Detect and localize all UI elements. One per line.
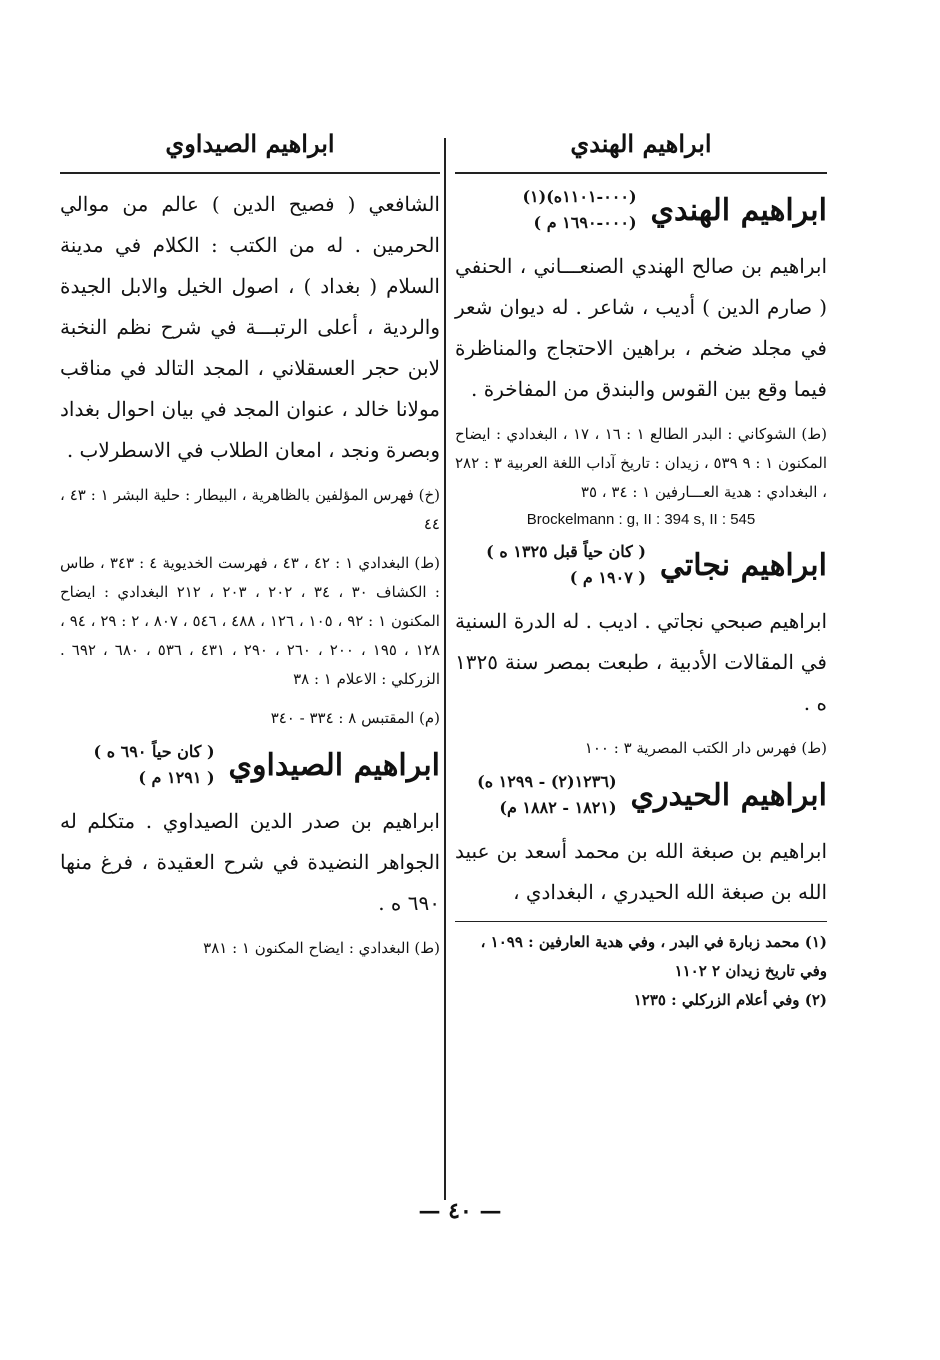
dates-gregorian: (١٨٢١ - ١٨٨٢ م) xyxy=(499,798,617,817)
entry-ibrahim-najati xyxy=(455,539,827,763)
entry-name: ابراهيم الهندي xyxy=(650,192,827,228)
entry-name: ابراهيم الصيداوي xyxy=(228,747,440,783)
dates-hijri: ( كان حياً ٦٩٠ ه ) xyxy=(93,742,215,761)
entry-name: ابراهيم الحيدري xyxy=(630,777,827,813)
periodical-sources: (م) المقتبس ٨ : ٣٣٤ - ٣٤٠ xyxy=(270,709,440,727)
entry-sources: (ط) الشوكاني : البدر الطالع ١ : ١٦ ، ١٧ ، البغدادي : ايضاح المكنون ١ : ٩ ٥٣٩ ، زيدان : تاريخ آداب اللغة العربية ٣ : ٢٨٢ ، البغدادي : هدية العـــارفين ١ : ٣٤ ، ٣٥ xyxy=(455,425,828,501)
entry-heading xyxy=(60,739,440,791)
entry-sources: (ط) فهرس دار الكتب المصرية ٣ : ١٠٠ xyxy=(584,739,827,757)
manuscript-sources: (خ) فهرس المؤلفين بالظاهرية ، البيطار : حلية البشر ١ : ٤٣ ، ٤٤ xyxy=(60,486,441,533)
header-rule xyxy=(60,172,440,174)
entry-dates xyxy=(486,539,646,591)
entry-sources: (ط) البغدادي : ايضاح المكنون ١ : ٣٨١ xyxy=(203,939,440,957)
dates-hijri: (٠٠٠-١١٠١ه)(١) xyxy=(522,187,637,206)
entry-body: ابراهيم صبحي نجاتي . اديب . له الدرة السنية في المقالات الأدبية ، طبعت بمصر سنة ١٣٢٥ ه . xyxy=(455,609,827,715)
entry-heading xyxy=(455,769,827,821)
dates-gregorian: (٠٠٠-١٦٩٠ م ) xyxy=(533,213,637,232)
entry-heading xyxy=(455,539,827,591)
footnote-rule xyxy=(455,921,827,922)
footnote-2: (٢) وفي أعلام الزركلي : ١٢٣٥ xyxy=(633,991,827,1009)
page-number: — ٤٠ — xyxy=(418,1198,502,1224)
entry-body: ابراهيم بن صبغة الله بن محمد أسعد بن عبيد الله بن صبغة الله الحيدري ، البغدادي ، xyxy=(455,839,827,904)
continued-entry-body: الشافعي ( فصيح الدين ) عالم من موالي الحرمين . له من الكتب : الكلام في مدينة السلام ( بغداد ) ، اصول الخيل والابل الجيدة والردية ، أعلى الرتبـــة في شرح نظم النخبة لابن حجر العسقلاني ، المجد التالد في مناقب مولانا خالد ، عنوان المجد في بيان احوال بغداد وبصرة ونجد ، امعان الطلاب في الاسطرلاب . xyxy=(60,192,440,462)
entry-ibrahim-al-haydari xyxy=(455,769,827,913)
entry-dates xyxy=(477,769,616,821)
dates-hijri: ( كان حياً قبل ١٣٢٥ ه ) xyxy=(486,542,646,561)
left-column-header: ابراهيم الصيداوي xyxy=(165,129,335,158)
entry-heading xyxy=(455,184,827,236)
entry-dates xyxy=(522,184,636,236)
dates-gregorian: ( ١٢٩١ م ) xyxy=(138,768,215,787)
entry-body: ابراهيم بن صدر الدين الصيداوي . متكلم له الجواهر النضيدة في شرح العقيدة ، فرغ منها ٦٩٠ ه . xyxy=(60,809,440,915)
entry-dates xyxy=(94,739,215,791)
entry-name: ابراهيم نجاتي xyxy=(659,547,827,583)
entry-ibrahim-al-hindi xyxy=(455,184,827,533)
entry-ibrahim-al-saydawi xyxy=(60,739,440,963)
header-rule xyxy=(455,172,827,174)
latin-reference: Brockelmann : g, II : 394 s, II : 545 xyxy=(526,511,756,528)
entry-body: ابراهيم بن صالح الهندي الصنعـــاني ، الحنفي ( صارم الدين ) أديب ، شاعر . له ديوان شعر في مجلد ضخم ، براهين الاحتجاج والمناظرة فيما وقع بين القوس والبندق من المفاخرة . xyxy=(455,254,827,401)
right-column xyxy=(455,120,827,1200)
dates-gregorian: ( ١٩٠٧ م ) xyxy=(569,568,646,587)
column-divider xyxy=(444,138,446,1200)
left-column xyxy=(60,120,440,1200)
dates-hijri: (١٢٣٦(٢) - ١٢٩٩ ه) xyxy=(477,772,617,791)
right-column-header: ابراهيم الهندي xyxy=(570,129,712,158)
footnotes xyxy=(455,928,827,1015)
footnote-1: (١) محمد زبارة في البدر ، وفي هدية العارفين : ١٠٩٩ ، وفي تاريخ زيدان ٢ ١١٠٢ xyxy=(480,933,827,980)
printed-sources: (ط) البغدادي ١ : ٤٢ ، ٤٣ ، فهرست الخديوية ٤ : ٣٤٣ ، طاس : الكشاف ٣٠ ، ٣٤ ، ٢٠٢ ، ٢٠٣ ، ٢١٢ البغدادي : ايضاح المكنون ١ : ٩٢ ، ١٠٥ ، ١٢٦ ، ٤٨٨ ، ٥٤٦ ، ٨٠٧ ، ٢ : ٢٩ ، ٩٤ ، ١٢٨ ، ١٩٥ ، ٢٠٠ ، ٢٦٠ ، ٢٩٠ ، ٤٣١ ، ٥٣٦ ، ٦٨٠ ، ٦٩٢ . الزركلي : الاعلام ١ : ٣٨ xyxy=(60,554,441,688)
